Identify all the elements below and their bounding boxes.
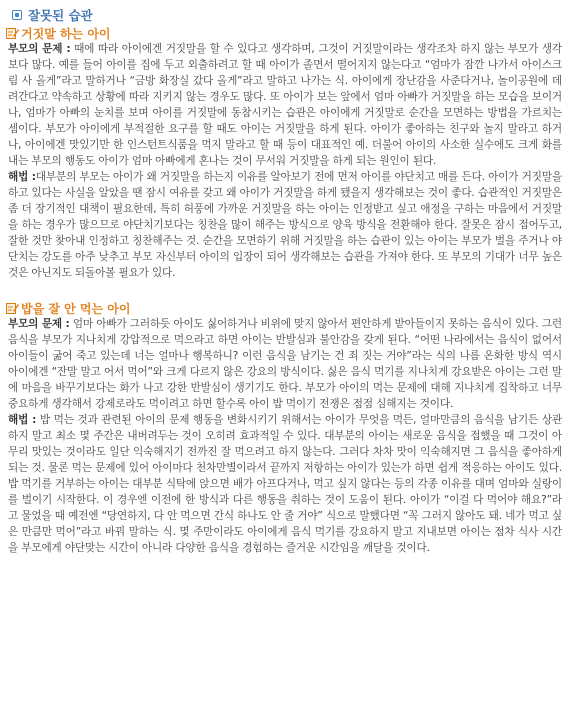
subsection-title-eating bbox=[6, 300, 564, 316]
paragraph-solution bbox=[6, 169, 564, 281]
solution-text: 대부분의 부모는 아이가 왜 거짓말을 하는지 이유를 알아보기 전에 먼저 아이를 야단치고 매를 든다. 아이가 거짓말을 하고 있다는 사실을 알았을 땐 잠시 여유를 갖고 왜 아이가 거짓말을 하게 됐을지 생각해보는 것이 좋다. 습관적인 거짓말은 좀 더 장기적인 대책이 필요한데, 특히 허풍에 가까운 거짓말을 하는 아이는 인정받고 싶고 애정을 구하는 마음에서 거짓말을 하는 경우가 많으므로 야단치기보다는 칭찬을 많이 해주는 방식으로 양육 방식을 전환해야 한다. 잘못은 잠시 접어두고, 잘한 것만 찾아내 인정하고 칭찬해주는 것. 순간을 모면하기 위해 거짓말을 하는 습관이 있는 아이는 부모가 벌을 주거나 야단치는 강도를 아주 낮추고 부모 자신부터 아이의 입장이 되어 생각해보는 습관을 가져야 한다. 또 부모의 기대가 너무 높은 것은 아닌지도 되돌아볼 필요가 있다. bbox=[8, 171, 562, 279]
paragraph-problem bbox=[6, 316, 564, 412]
subsection-title-lying bbox=[6, 25, 564, 41]
pencil-note-icon bbox=[6, 27, 19, 39]
paragraph-problem bbox=[6, 41, 564, 169]
problem-label: 부모의 문제 : bbox=[8, 318, 70, 330]
subsection-heading: 밥을 잘 안 먹는 아이 bbox=[21, 301, 131, 316]
pencil-note-icon bbox=[6, 302, 19, 314]
problem-text: 엄마 아빠가 그러하듯 아이도 싫어하거나 비위에 맞지 않아서 편안하게 받아들이지 못하는 음식이 있다. 그런 음식을 부모가 지나치게 강압적으로 먹으라고 하면 아이는 반발심과 불안감을 갖게 된다. “어떤 나라에서는 음식이 없어서 아이들이 굶어 죽고 있는데 너는 얼마나 행복하니? 이런 음식을 남기는 건 죄 짓는 거야”라는 식의 나름 온화한 방식 역시 아이에겐 “잔말 말고 어서 먹어”와 크게 다르지 않은 강요의 방식이다. 싫은 음식 먹기를 지나치게 강요받은 아이는 그런 말에 마음을 바꾸기보다는 화가 나고 강한 반발심이 생기기도 한다. 부모가 아이의 먹는 문제에 대해 지나치게 집착하고 너무 중요하게 생각해서 강제로라도 먹이려고 하면 할수록 아이 밥 먹이기 전쟁은 점점 심해지는 것이다. bbox=[8, 318, 562, 410]
solution-label: 해법 : bbox=[8, 414, 37, 426]
square-bullet-icon bbox=[12, 10, 22, 20]
paragraph-solution bbox=[6, 412, 564, 556]
solution-text: 밥 먹는 것과 관련된 아이의 문제 행동을 변화시키기 위해서는 아이가 무엇을 먹든, 얼마만큼의 음식을 남기든 상관하지 말고 최소 몇 주간은 내버려두는 것이 오히려 효과적일 수 있다. 대부분의 아이는 새로운 음식을 접했을 때 그것이 아무리 맛있는 것이라도 일단 익숙해지기 전까진 잘 먹으려고 하지 않는다. 그러다 차차 맛이 익숙해지면 그 음식을 좋아하게 되는 것. 물론 먹는 문제에 있어 아이마다 천차만별이라서 끝까지 저항하는 아이가 있는가 하면 쉽게 적응하는 아이도 있다. 밥 먹기를 거부하는 아이는 대부분 식탁에 앉으면 배가 아프다거나, 먹고 싶지 않다는 등의 각종 이유를 대며 엄마와 실랑이를 벌이기 시작한다. 이 경우엔 이전에 한 방식과 다른 행동을 취하는 것이 도움이 된다. 아이가 “이걸 다 먹어야 해요?”라고 물었을 때 예전엔 “당연하지, 다 안 먹으면 간식 하나도 안 줄 거야” 식으로 말했다면 “꼭 그러지 않아도 돼. 네가 먹고 싶은 만큼만 먹어”라고 바꿔 말하는 식. 몇 주만이라도 아이에게 음식 먹기를 강요하지 말고 지내보면 아이는 점차 식사 시간을 부모에게 야단맞는 시간이 아니라 다양한 음식을 경험하는 즐거운 시간임을 깨달을 것이다. bbox=[8, 414, 562, 554]
problem-text: 때에 따라 아이에겐 거짓말을 할 수 있다고 생각하며, 그것이 거짓말이라는 생각조차 하지 않는 부모가 생각보다 많다. 예를 들어 아이를 집에 두고 외출하려고 할 때 아이가 졸면서 떨어지지 않는다고 “엄마가 잠깐 나가서 아이스크림 사 올게”라고 말하거나 “금방 화장실 갔다 올게”라고 말하고 나가는 식. 아이에게 장난감을 사준다거나, 놀이공원에 데려간다고 약속하고 상황에 따라 지키지 않는 경우도 많다. 또 아이가 보는 앞에서 엄마 아빠가 거짓말을 하는 모습을 보이거나, 엄마가 아빠의 눈치를 보며 아이를 거짓말에 동참시키는 습관은 아이에게 거짓말로 순간을 모면하는 방법을 가르치는 셈이다. 부모가 아이에게 부적절한 요구를 할 때도 아이는 거짓말을 하게 된다. 아이가 좋아하는 친구와 놀지 말라고 하거나, 아이에겐 맛있기만 한 인스턴트식품을 먹지 말라고 할 때 등이 대표적인 예. 더불어 아이의 사소한 실수에도 크게 화를 내는 부모의 행동도 아이가 엄마 아빠에게 혼나는 것이 무서워 거짓말을 하게 되는 원인이 된다. bbox=[8, 43, 562, 167]
solution-label: 해법 : bbox=[8, 171, 36, 183]
section-header bbox=[6, 6, 564, 24]
subsection-heading: 거짓말 하는 아이 bbox=[21, 26, 111, 41]
problem-label: 부모의 문제 : bbox=[8, 43, 71, 55]
page-title: 잘못된 습관 bbox=[28, 8, 93, 23]
